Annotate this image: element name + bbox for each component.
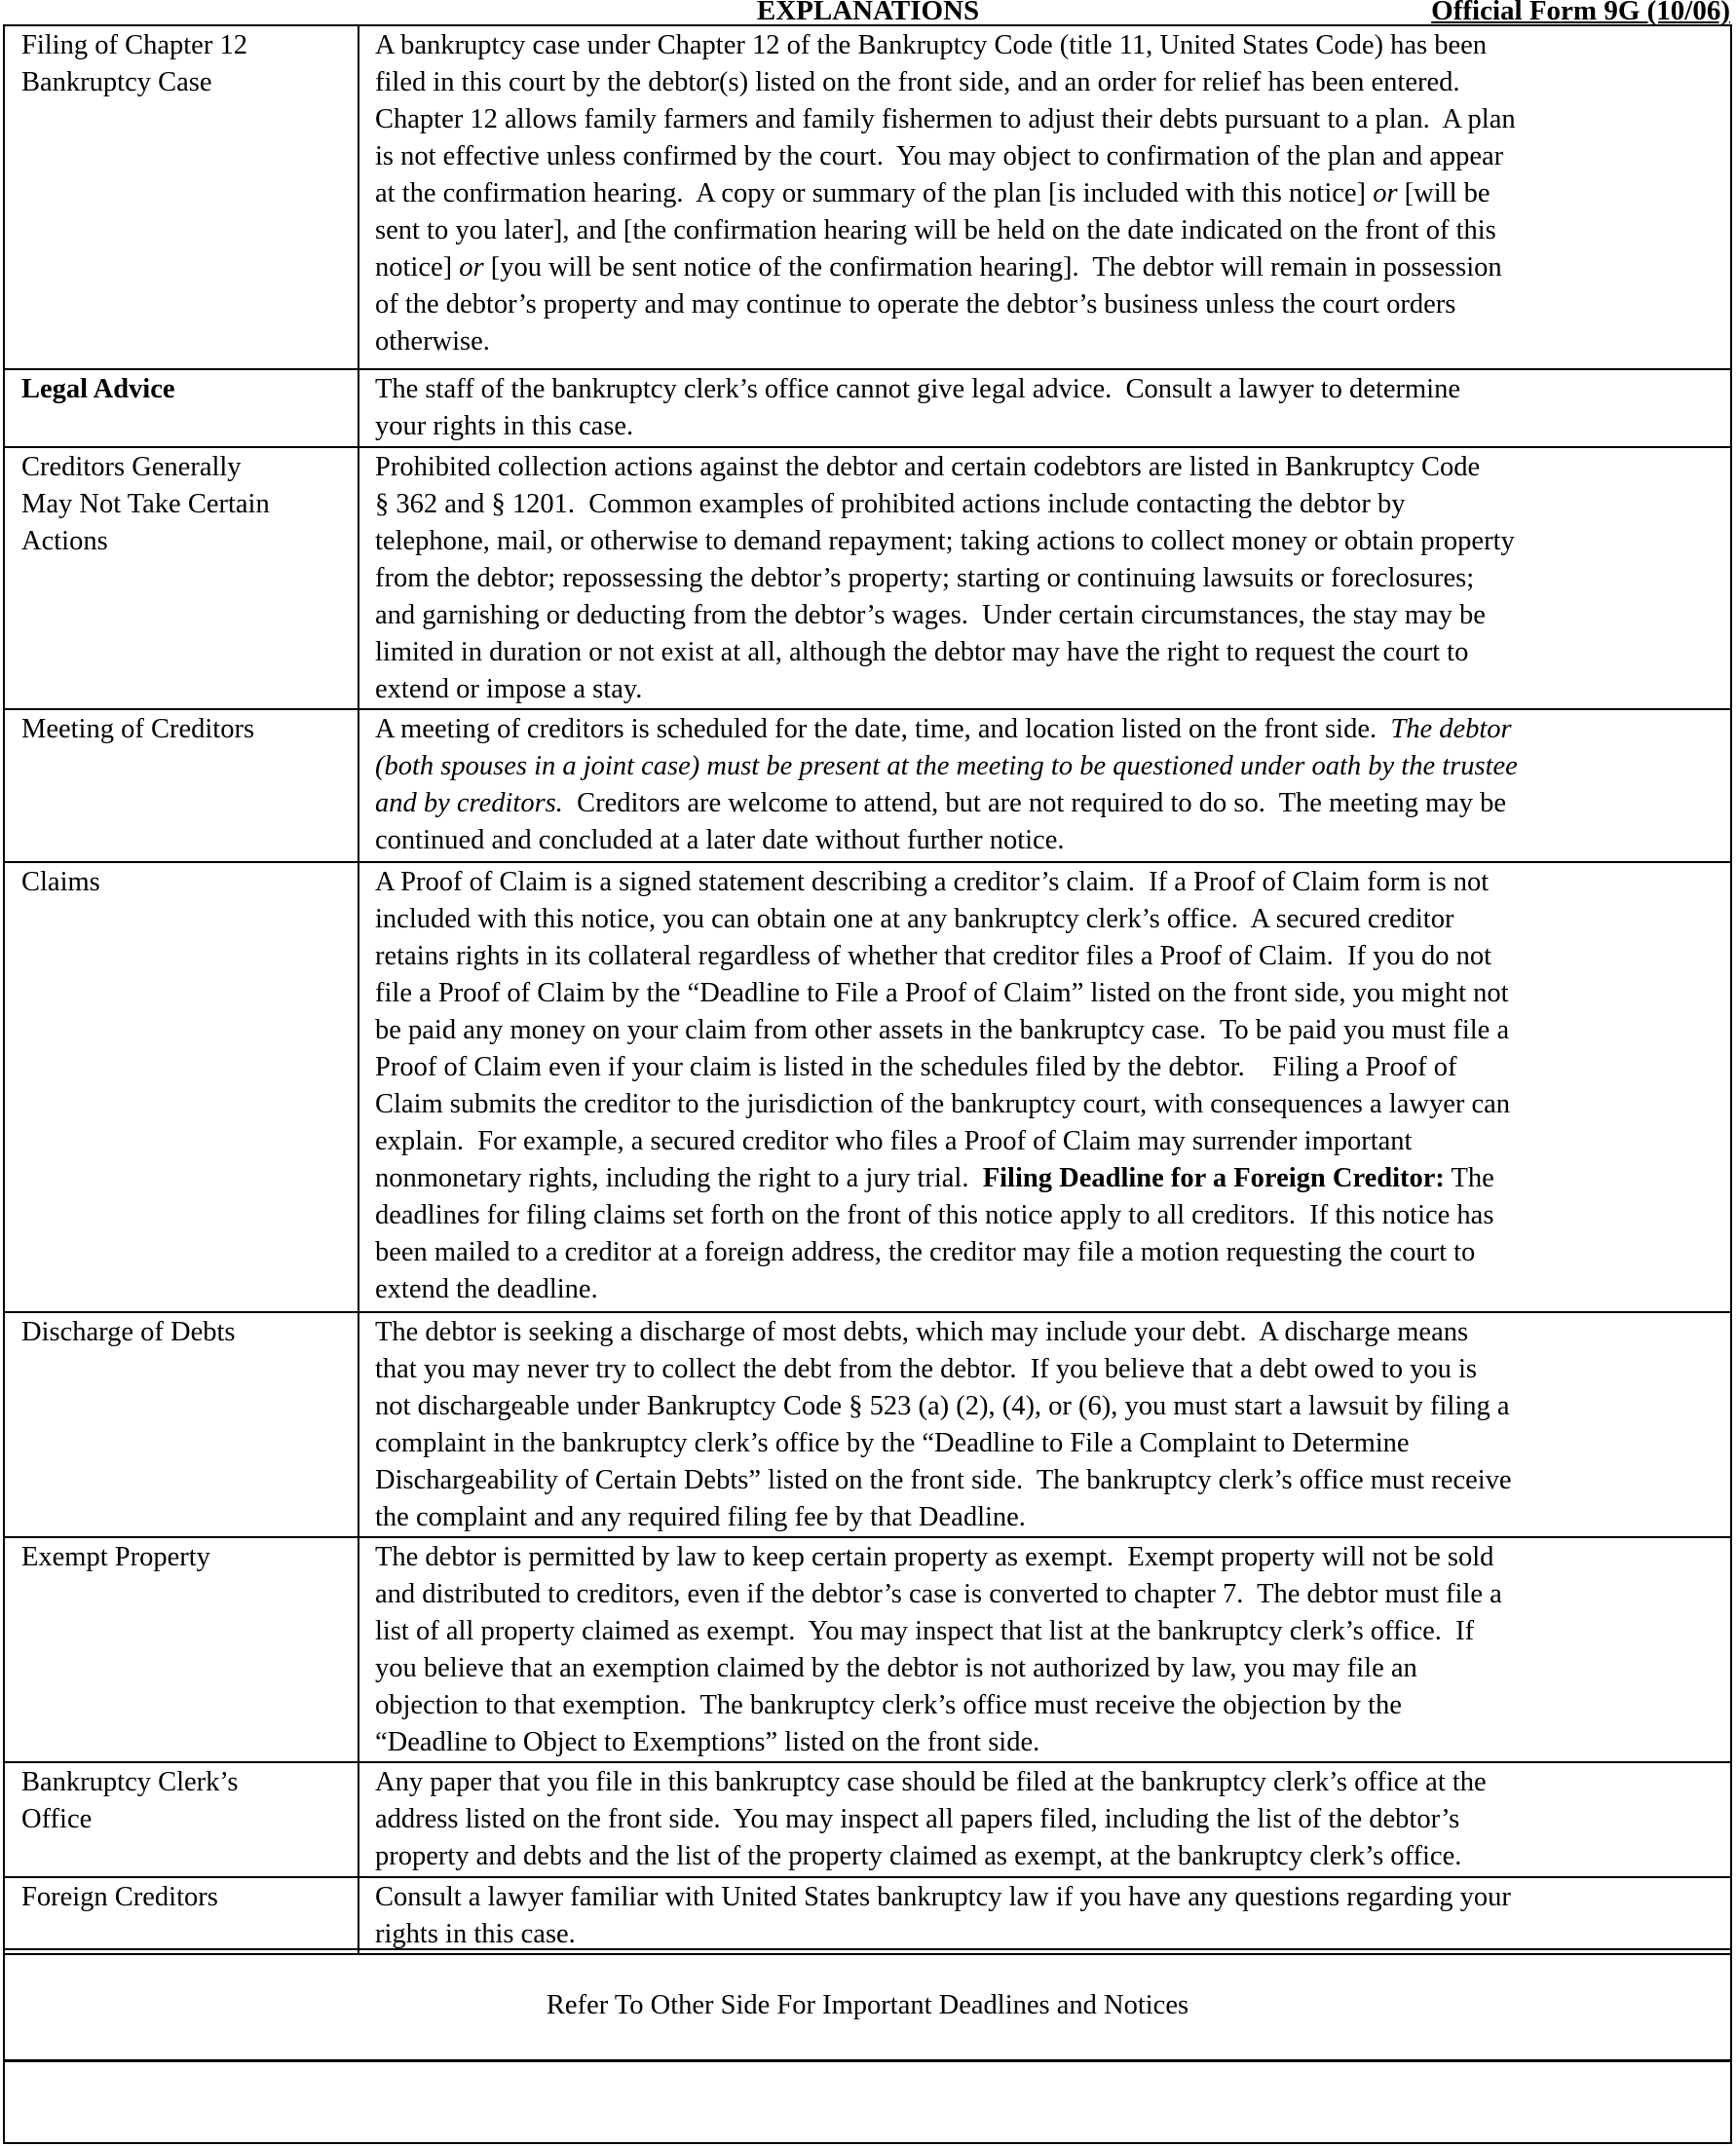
explanation-line <box>375 1012 1724 1049</box>
explanation-line <box>375 27 1724 64</box>
explanation-line <box>375 1499 1724 1536</box>
explanation-line <box>375 1086 1724 1123</box>
explanation-line <box>375 212 1724 249</box>
text-run: the complaint and any required filing fee by that Deadline. <box>375 1502 1026 1532</box>
text-run: explain. For example, a secured creditor who files a Proof of Claim may surrender important <box>375 1126 1413 1156</box>
row-label-line: Foreign Creditors <box>21 1882 218 1912</box>
text-run: Dischargeability of Certain Debts” listed on the front side. The bankruptcy clerk’s office must receive <box>375 1465 1512 1495</box>
explanation-line <box>375 1801 1724 1838</box>
text-run: that you may never try to collect the debt from the debtor. If you believe that a debt owed to you is <box>375 1354 1477 1384</box>
row-label <box>4 1877 359 1954</box>
text-run: The staff of the bankruptcy clerk’s office cannot give legal advice. Consult a lawyer to determine <box>375 374 1461 404</box>
explanation-line <box>375 1613 1724 1650</box>
row-explanation <box>359 1877 1731 1954</box>
explanation-line <box>375 1123 1724 1160</box>
explanation-line <box>375 711 1724 748</box>
explanation-line <box>375 748 1724 785</box>
row-explanation <box>359 1762 1731 1877</box>
bold-text: Filing Deadline for a Foreign Creditor: <box>982 1163 1445 1193</box>
explanation-line <box>375 1650 1724 1687</box>
text-run: The debtor is seeking a discharge of most debts, which may include your debt. A discharge means <box>375 1317 1469 1347</box>
explanation-line <box>375 1687 1724 1724</box>
text-run: is not effective unless confirmed by the court. You may object to confirmation of the plan and appear <box>375 141 1504 171</box>
row-label-line: Filing of Chapter 12 <box>21 30 247 60</box>
explanation-line <box>375 371 1724 408</box>
explanation-line <box>375 671 1724 708</box>
text-run: address listed on the front side. You may inspect all papers filed, including the list of the debtor’s <box>375 1804 1460 1834</box>
text-run: included with this notice, you can obtain one at any bankruptcy clerk’s office. A secured creditor <box>375 904 1454 934</box>
explanation-line <box>375 249 1724 286</box>
text-run: limited in duration or not exist at all, although the debtor may have the right to request the court to <box>375 637 1469 667</box>
row-label <box>4 1312 359 1537</box>
text-run: [you will be sent notice of the confirmation hearing]. The debtor will remain in possession <box>483 252 1502 282</box>
table-row <box>4 1537 1731 1762</box>
explanation-line <box>375 175 1724 212</box>
refer-notice-box <box>3 1948 1732 2062</box>
explanation-line <box>375 864 1724 901</box>
text-run: sent to you later], and [the confirmation hearing will be held on the date indicated on the front of this <box>375 215 1496 245</box>
explanations-table <box>3 24 1732 1955</box>
explanation-line <box>375 486 1724 523</box>
text-run: at the confirmation hearing. A copy or summary of the plan [is included with this notice] <box>375 178 1374 208</box>
explanation-line <box>375 1764 1724 1801</box>
text-run: property and debts and the list of the property claimed as exempt, at the bankruptcy clerk’s office. <box>375 1841 1462 1871</box>
row-label-line: May Not Take Certain <box>21 489 270 519</box>
explanation-line <box>375 64 1724 101</box>
table-row <box>4 25 1731 369</box>
explanation-line <box>375 1049 1724 1086</box>
explanation-line <box>375 1838 1724 1875</box>
text-run: continued and concluded at a later date without further notice. <box>375 825 1065 855</box>
row-explanation <box>359 862 1731 1312</box>
text-run: your rights in this case. <box>375 411 634 441</box>
italic-text: or <box>459 252 484 282</box>
form-identifier: Official Form 9G (10/06) <box>1431 0 1730 26</box>
table-row <box>4 369 1731 447</box>
text-run: complaint in the bankruptcy clerk’s office by the “Deadline to File a Complaint to Determine <box>375 1428 1410 1458</box>
text-run: A bankruptcy case under Chapter 12 of the Bankruptcy Code (title 11, United States Code) has been <box>375 30 1488 60</box>
explanation-line <box>375 1160 1724 1197</box>
text-run: otherwise. <box>375 326 490 357</box>
explanation-line <box>375 901 1724 938</box>
text-run: and garnishing or deducting from the debtor’s wages. Under certain circumstances, the stay may be <box>375 600 1486 630</box>
explanation-line <box>375 1388 1724 1425</box>
text-run: you believe that an exemption claimed by the debtor is not authorized by law, you may file an <box>375 1653 1417 1683</box>
explanation-line <box>375 1879 1724 1916</box>
explanation-line <box>375 449 1724 486</box>
row-explanation <box>359 1537 1731 1762</box>
explanation-line <box>375 1462 1724 1499</box>
text-run: rights in this case. <box>375 1919 576 1949</box>
row-explanation <box>359 447 1731 709</box>
text-run: nonmonetary rights, including the right to a jury trial. <box>375 1163 983 1193</box>
text-run: been mailed to a creditor at a foreign address, the creditor may file a motion requesting the court to <box>375 1237 1476 1267</box>
row-label <box>4 1537 359 1762</box>
explanation-line <box>375 597 1724 634</box>
row-label <box>4 369 359 447</box>
row-label-line: Creditors Generally <box>21 452 242 482</box>
text-run: notice] <box>375 252 460 282</box>
table-row <box>4 1312 1731 1537</box>
row-label-line: Claims <box>21 867 100 897</box>
text-run: A meeting of creditors is scheduled for the date, time, and location listed on the front side. <box>375 714 1391 744</box>
row-explanation <box>359 709 1731 862</box>
explanation-line <box>375 1197 1724 1234</box>
table-row <box>4 862 1731 1312</box>
explanation-line <box>375 1425 1724 1462</box>
row-label <box>4 447 359 709</box>
page-title: EXPLANATIONS <box>756 0 980 26</box>
text-run: retains rights in its collateral regardless of whether that creditor files a Proof of Claim. If you do not <box>375 941 1492 971</box>
row-label-line: Discharge of Debts <box>21 1317 236 1347</box>
row-label-line: Meeting of Creditors <box>21 714 255 744</box>
text-run: from the debtor; repossessing the debtor’s property; starting or continuing lawsuits or foreclosures; <box>375 563 1475 593</box>
explanation-line <box>375 101 1724 138</box>
row-label-line: Exempt Property <box>21 1542 210 1572</box>
explanation-line <box>375 1314 1724 1351</box>
text-run: Proof of Claim even if your claim is listed in the schedules filed by the debtor. Filing a Proof of <box>375 1052 1457 1082</box>
text-run: Claim submits the creditor to the jurisdiction of the bankruptcy court, with consequences a lawyer can <box>375 1089 1511 1119</box>
italic-text: The debtor <box>1390 714 1512 744</box>
row-label-line: Office <box>21 1804 93 1834</box>
row-label-line: Legal Advice <box>21 374 175 404</box>
row-label-line: Actions <box>21 526 108 556</box>
text-run: Chapter 12 allows family farmers and family fishermen to adjust their debts pursuant to a plan. A plan <box>375 104 1516 134</box>
text-run: [will be <box>1397 178 1491 208</box>
explanation-line <box>375 523 1724 560</box>
explanation-line <box>375 138 1724 175</box>
text-run: deadlines for filing claims set forth on the front of this notice apply to all creditors. If this notice has <box>375 1200 1494 1230</box>
explanation-line <box>375 408 1724 445</box>
explanation-line <box>375 938 1724 975</box>
row-label <box>4 862 359 1312</box>
explanation-line <box>375 1351 1724 1388</box>
text-run: Consult a lawyer familiar with United States bankruptcy law if you have any questions regarding your <box>375 1882 1511 1912</box>
row-explanation <box>359 1312 1731 1537</box>
explanation-line <box>375 286 1724 323</box>
text-run: “Deadline to Object to Exemptions” listed on the front side. <box>375 1727 1040 1757</box>
text-run: Any paper that you file in this bankruptcy case should be filed at the bankruptcy clerk’s office at the <box>375 1767 1487 1797</box>
text-run: not dischargeable under Bankruptcy Code § 523 (a) (2), (4), or (6), you must start a lawsuit by filing a <box>375 1391 1510 1421</box>
row-explanation <box>359 25 1731 369</box>
explanation-line <box>375 1576 1724 1613</box>
explanation-line <box>375 1271 1724 1308</box>
row-label-line: Bankruptcy Case <box>21 67 212 97</box>
empty-footer-box <box>3 2059 1732 2144</box>
row-label <box>4 709 359 862</box>
explanation-line <box>375 975 1724 1012</box>
row-label-line: Bankruptcy Clerk’s <box>21 1767 239 1797</box>
explanation-line <box>375 323 1724 360</box>
italic-text: or <box>1373 178 1398 208</box>
text-run: and distributed to creditors, even if the debtor’s case is converted to chapter 7. The debtor must file a <box>375 1579 1502 1609</box>
row-label <box>4 1762 359 1877</box>
text-run: A Proof of Claim is a signed statement describing a creditor’s claim. If a Proof of Claim form is not <box>375 867 1490 897</box>
refer-notice-text: Refer To Other Side For Important Deadlines and Notices <box>546 1989 1189 2020</box>
table-row <box>4 447 1731 709</box>
table-row <box>4 709 1731 862</box>
text-run: telephone, mail, or otherwise to demand repayment; taking actions to collect money or obtain property <box>375 526 1515 556</box>
text-run: of the debtor’s property and may continue to operate the debtor’s business unless the court orders <box>375 289 1456 320</box>
text-run: § 362 and § 1201. Common examples of prohibited actions include contacting the debtor by <box>375 489 1406 519</box>
table-row <box>4 1877 1731 1954</box>
explanation-line <box>375 560 1724 597</box>
italic-text: (both spouses in a joint case) must be present at the meeting to be questioned under oath by the trustee <box>375 751 1518 781</box>
text-run: be paid any money on your claim from other assets in the bankruptcy case. To be paid you must file a <box>375 1015 1510 1045</box>
explanation-line <box>375 1539 1724 1576</box>
italic-text: and by creditors. <box>375 788 563 818</box>
text-run: objection to that exemption. The bankruptcy clerk’s office must receive the objection by the <box>375 1690 1402 1720</box>
text-run: The debtor is permitted by law to keep certain property as exempt. Exempt property will not be sold <box>375 1542 1494 1572</box>
text-run: The <box>1444 1163 1494 1193</box>
text-run: filed in this court by the debtor(s) listed on the front side, and an order for relief has been entered. <box>375 67 1460 97</box>
text-run: extend the deadline. <box>375 1274 598 1304</box>
explanation-line <box>375 1234 1724 1271</box>
row-label <box>4 25 359 369</box>
text-run: list of all property claimed as exempt. You may inspect that list at the bankruptcy clerk’s office. If <box>375 1616 1475 1646</box>
explanation-line <box>375 634 1724 671</box>
explanation-line <box>375 1724 1724 1761</box>
text-run: extend or impose a stay. <box>375 674 643 704</box>
text-run: Creditors are welcome to attend, but are not required to do so. The meeting may be <box>562 788 1507 818</box>
explanation-line <box>375 785 1724 822</box>
text-run: file a Proof of Claim by the “Deadline to File a Proof of Claim” listed on the front side, you might not <box>375 978 1509 1008</box>
explanation-line <box>375 822 1724 859</box>
text-run: Prohibited collection actions against the debtor and certain codebtors are listed in Bankruptcy Code <box>375 452 1481 482</box>
row-explanation <box>359 369 1731 447</box>
table-row <box>4 1762 1731 1877</box>
